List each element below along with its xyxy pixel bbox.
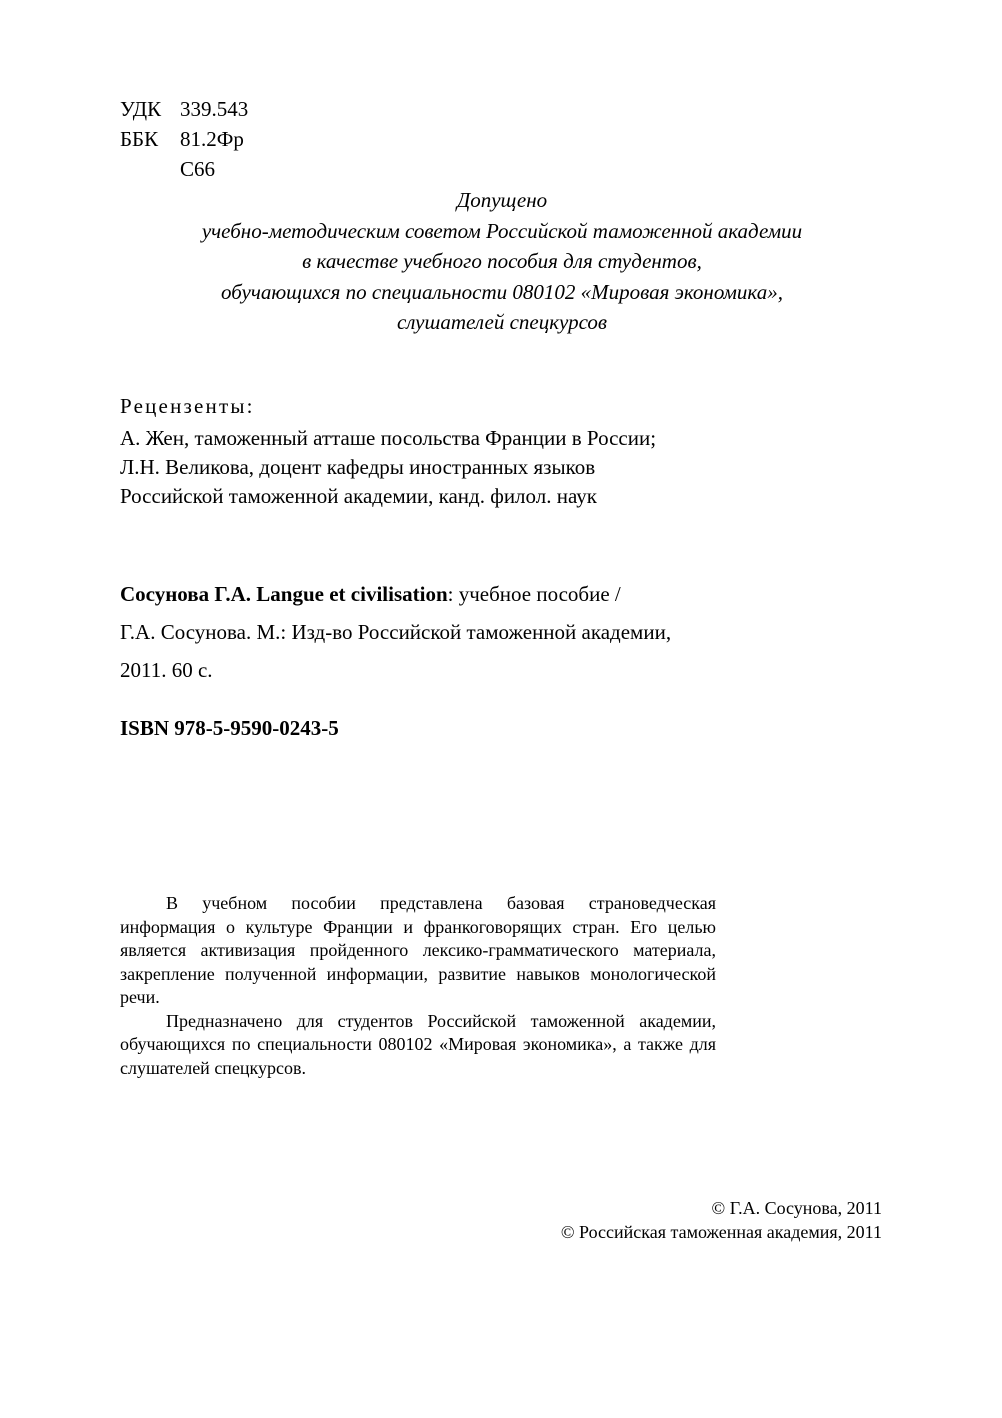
- classification-codes: [120, 94, 248, 184]
- abstract: [120, 892, 716, 1080]
- reviewer-line: Российской таможенной академии, канд. филол. наук: [120, 484, 597, 508]
- citation-line-3: 2011. 60 с.: [120, 658, 213, 682]
- citation-author-title: Сосунова Г.А. Langue et civilisation: [120, 582, 448, 606]
- abstract-paragraph: В учебном пособии представлена базовая страноведческая информация о культуре Франции и франкоговорящих стран. Его целью является активизация пройденного лексико-грамматического материала, закрепление полученной информации, развитие навыков монологической речи.: [120, 893, 716, 1007]
- approval-line: в качестве учебного пособия для студентов,: [302, 249, 702, 273]
- reviewers-heading: Рецензенты:: [120, 394, 255, 418]
- copyright-block: [561, 1196, 882, 1244]
- copyright-line: © Г.А. Сосунова, 2011: [711, 1198, 882, 1218]
- approval-line: учебно-методическим советом Российской таможенной академии: [201, 218, 803, 243]
- reviewer-line: Л.Н. Великова, доцент кафедры иностранных языков: [120, 455, 596, 479]
- udk-row: [120, 94, 248, 124]
- citation-line-2: Г.А. Сосунова. М.: Изд-во Российской таможенной академии,: [120, 620, 672, 644]
- author-mark-row: [120, 154, 248, 184]
- approval-line: Допущено: [456, 188, 548, 212]
- approval-statement: [120, 185, 884, 338]
- citation-title-rest: : учебное пособие /: [447, 582, 621, 606]
- isbn: ISBN 978-5-9590-0243-5: [120, 716, 339, 740]
- udk-label: УДК: [120, 97, 162, 121]
- copyright-line: © Российская таможенная академия, 2011: [560, 1222, 882, 1242]
- author-mark: С66: [180, 157, 216, 181]
- abstract-paragraph: Предназначено для студентов Российской таможенной академии, обучающихся по специальности 080102 «Мировая экономика», а также для слушателей спецкурсов.: [120, 1010, 716, 1078]
- udk-value: 339.543: [180, 97, 249, 121]
- bbk-row: [120, 124, 248, 154]
- approval-line: слушателей спецкурсов: [396, 310, 607, 334]
- citation-line-1: [120, 575, 671, 613]
- bbk-label: ББК: [120, 127, 159, 151]
- approval-line: обучающихся по специальности 080102 «Мировая экономика»,: [221, 279, 783, 304]
- reviewers-block: [120, 392, 656, 511]
- bbk-value: 81.2Фр: [180, 127, 244, 151]
- reviewer-line: А. Жен, таможенный атташе посольства Франции в России;: [120, 426, 657, 450]
- bibliographic-citation: [120, 575, 671, 689]
